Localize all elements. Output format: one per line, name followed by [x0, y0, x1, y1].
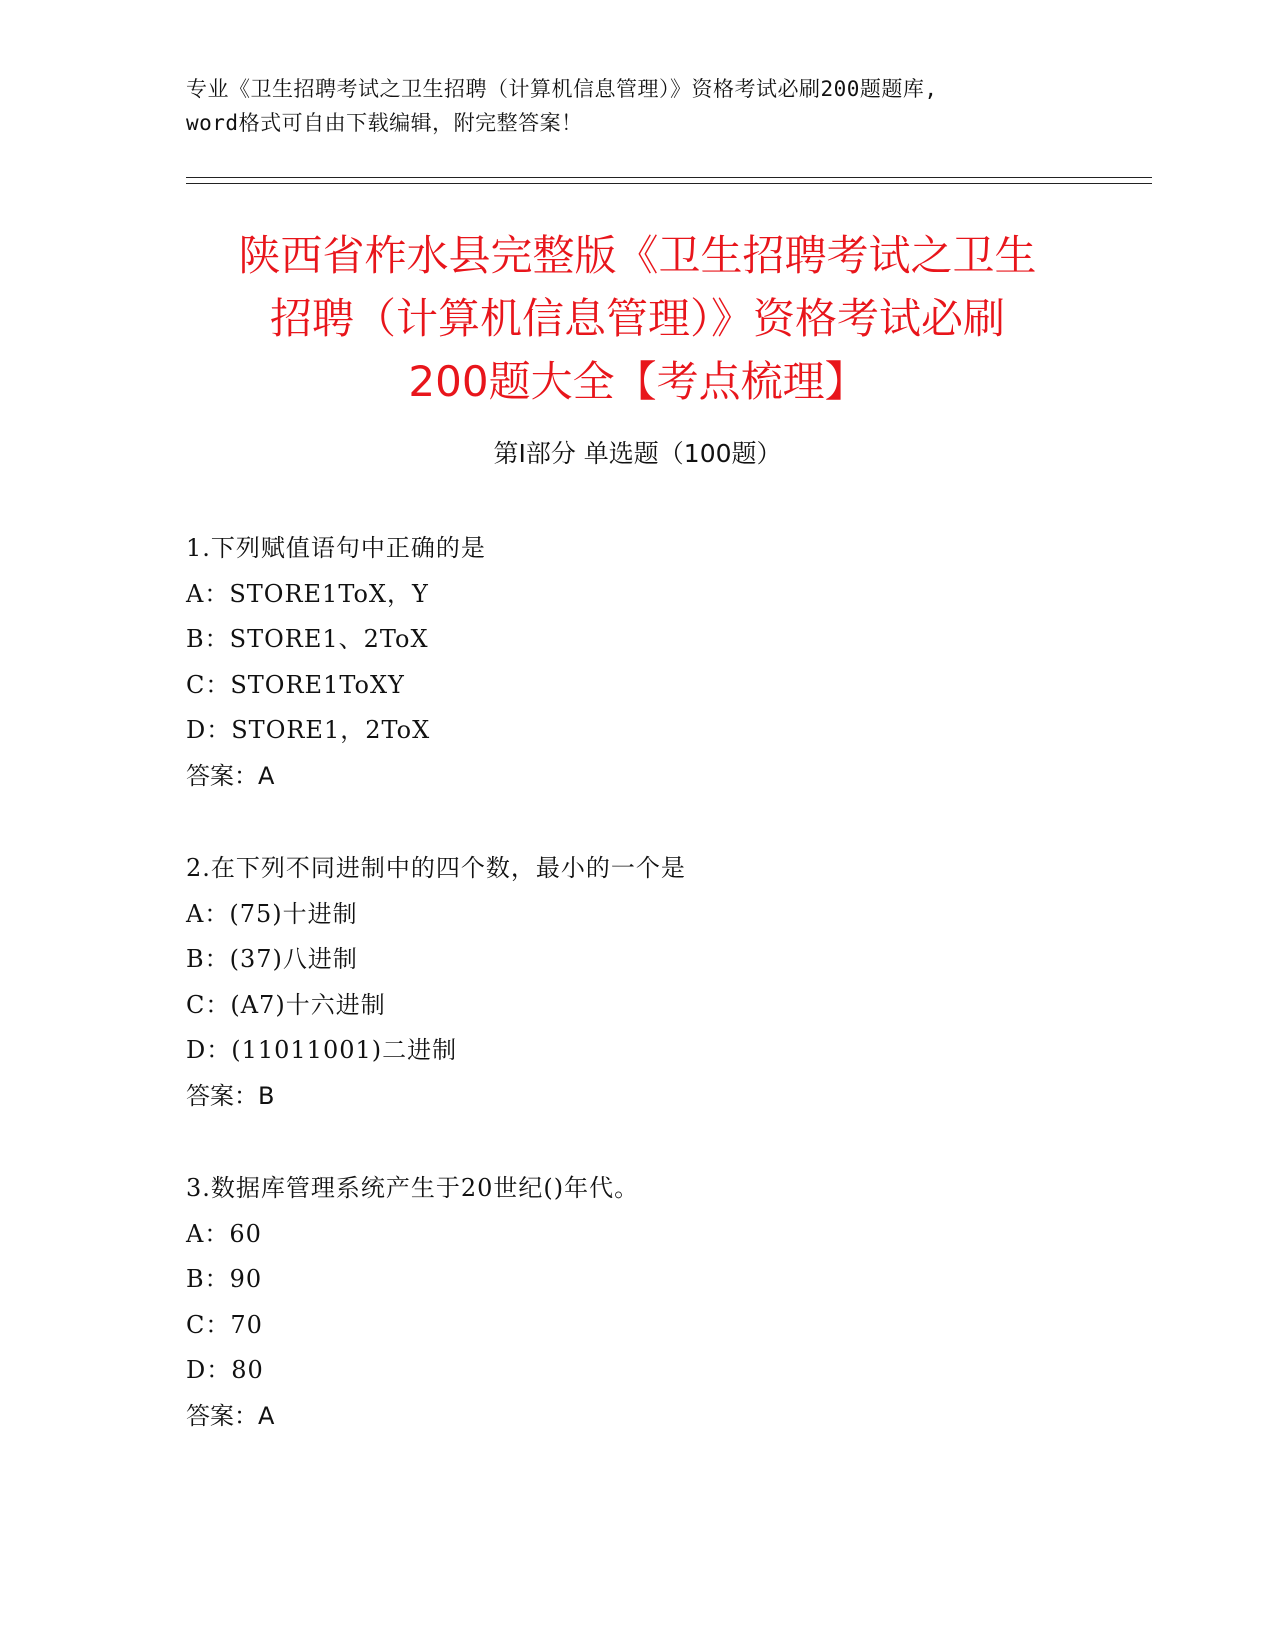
document-title [130, 224, 1145, 413]
answer-line: 答案：B [186, 1081, 275, 1110]
header-note-line-2: word格式可自由下载编辑，附完整答案！ [186, 111, 583, 135]
option-b: B：(37)八进制 [186, 945, 358, 973]
option-a: A：60 [186, 1219, 262, 1248]
question-item [186, 1166, 1146, 1439]
header-note-line-1: 专业《卫生招聘考试之卫生招聘（计算机信息管理）》资格考试必刷200题题库, [186, 77, 938, 101]
question-stem: 2.在下列不同进制中的四个数，最小的一个是 [186, 854, 686, 882]
option-d: D：(11011001)二进制 [186, 1036, 458, 1064]
section-title: 第Ⅰ部分 单选题（100题） [493, 439, 782, 468]
question-stem: 3.数据库管理系统产生于20世纪()年代。 [186, 1174, 640, 1202]
option-c: C：STORE1ToXY [186, 670, 405, 699]
header-note [186, 72, 1086, 140]
document-title-line-2: 招聘（计算机信息管理）》资格考试必刷 [269, 294, 1005, 343]
question-item [186, 846, 1146, 1119]
document-title-line-3: 200题大全【考点梳理】 [408, 357, 867, 406]
option-b: B：STORE1、2ToX [186, 625, 429, 653]
question-item [186, 526, 1146, 799]
option-a: A：(75)十进制 [186, 899, 358, 928]
answer-line: 答案：A [186, 1401, 275, 1430]
option-b: B：90 [186, 1265, 263, 1293]
document-title-line-1: 陕西省柞水县完整版《卫生招聘考试之卫生 [238, 231, 1037, 280]
option-c: C：70 [186, 1310, 263, 1339]
option-d: D：80 [186, 1356, 264, 1384]
option-d: D：STORE1，2ToX [186, 716, 431, 744]
option-c: C：(A7)十六进制 [186, 990, 386, 1019]
header-divider-top [186, 177, 1152, 178]
question-list [186, 526, 1146, 1486]
answer-line: 答案：A [186, 761, 275, 790]
option-a: A：STORE1ToX，Y [186, 579, 429, 608]
question-stem: 1.下列赋值语句中正确的是 [186, 534, 486, 562]
header-divider-bottom [186, 183, 1152, 184]
